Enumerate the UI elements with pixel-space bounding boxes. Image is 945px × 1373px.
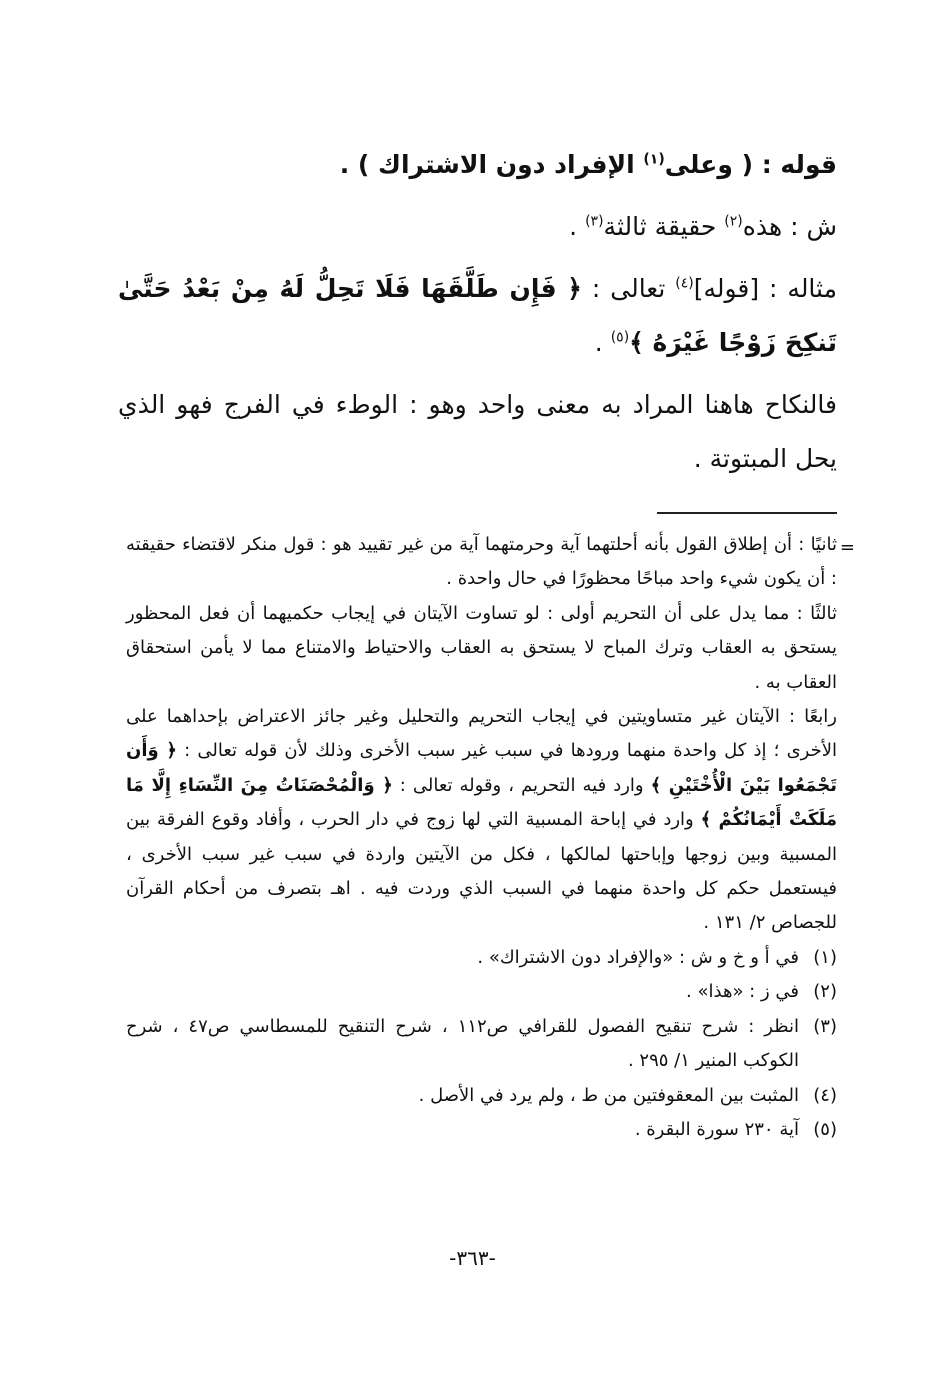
quote-tail: الإفراد دون الاشتراك ) . [339, 150, 644, 179]
footnote-5 [126, 1113, 837, 1147]
footnote-2 [126, 975, 837, 1009]
footnote-ref-1: (١) [643, 151, 665, 168]
footnote-text: في أ و خ و ش : «والإفراد دون الاشتراك» . [477, 946, 799, 968]
footnote-text: في ز : «هذا» . [686, 981, 799, 1003]
main-text [118, 138, 837, 494]
footnotes-area [126, 528, 837, 1147]
footnote-divider [657, 512, 837, 514]
paragraph-commentary [118, 200, 837, 254]
footnote-text: آية ٢٣٠ سورة البقرة . [634, 1118, 799, 1140]
commentary-c: . [569, 212, 586, 241]
note-verse-1: ﴿ وَأَن تَجْمَعُوا بَيْنَ الْأُخْتَيْنِ ﴾ [126, 740, 837, 796]
example-c: . [594, 328, 611, 357]
note-verse-2: ﴿ وَالْمُحْصَنَاتُ مِنَ النِّسَاءِ إِلَّا مَا مَلَكَتْ أَيْمَانُكُمْ ﴾ [126, 774, 837, 831]
paragraph-explanation: فالنكاح هاهنا المراد به معنى واحد وهو : الوطء في الفرج فهو الذي يحل المبتوتة . [118, 390, 837, 473]
note-fourth-b: وارد فيه التحريم ، وقوله تعالى : [392, 774, 651, 796]
continuation-marker: = [839, 537, 855, 558]
footnote-number: (٤) [813, 1084, 837, 1106]
note-fourth-c: وارد في إباحة المسبية التي لها زوج في دار الحرب ، وأفاد وقوع الفرقة بين المسبية وبين زوجها وإباحتها لمالكها ، فكل من الآيتين واردة في سبب غير سبب الأخرى ، فيستعمل حكم كل واحدة منهما في السبب الذي وردت فيه . اهـ بتصرف من أحكام القرآن للجصاص ٢/ ١٣١ . [126, 809, 837, 934]
footnote-3 [126, 1010, 837, 1079]
note-fourth [126, 700, 837, 941]
footnote-number: (٢) [813, 981, 837, 1003]
note-second: ثانيًا : أن إطلاق القول بأنه أحلتهما آية وحرمتهما آية من غير تقييد هو : قول منكر لاقتضاء حقيقته : أن يكون شيء واحد مباحًا محظورًا في حال واحدة . [126, 534, 837, 590]
footnote-number: (٣) [813, 1015, 837, 1037]
footnote-text: انظر : شرح تنقيح الفصول للقرافي ص١١٢ ، شرح التنقيح للمسطاسي ص٤٧ ، شرح الكوكب المنير ١/ ٢٩٥ . [126, 1015, 800, 1072]
footnote-number: (٥) [813, 1118, 837, 1140]
commentary-b: حقيقة ثالثة [603, 212, 725, 241]
note-fourth-a: رابعًا : الآيتان غير متساويتين في إيجاب التحريم والتحليل وغير جائز الاعتراض بإحداهما على الأخرى ؛ إذ كل واحدة منهما ورودها في سبب غير سبب الأخرى وذلك لأن قوله تعالى : [126, 706, 837, 762]
example-a: مثاله : [قوله] [693, 274, 837, 303]
quote-lead: قوله : ( وعلى [664, 150, 837, 179]
page-number: -٣٦٣- [449, 1246, 496, 1270]
quran-verse: ﴿ فَإِن طَلَّقَهَا فَلَا تَحِلُّ لَهُ مِنْ بَعْدُ حَتَّىٰ تَنكِحَ زَوْجًا غَيْرَهُ ﴾ [118, 274, 837, 357]
commentary-a: ش : هذه [742, 212, 837, 241]
footnote-ref-4: (٤) [675, 275, 694, 292]
footnote-ref-5: (٥) [610, 329, 630, 346]
footnote-1 [126, 941, 837, 975]
footnote-4 [126, 1079, 837, 1113]
paragraph-example [118, 262, 837, 370]
footnote-ref-3: (٣) [585, 213, 604, 230]
example-b: تعالى : [581, 274, 676, 303]
footnote-text: المثبت بين المعقوفتين من ط ، ولم يرد في الأصل . [418, 1084, 799, 1106]
footnote-ref-2: (٢) [724, 213, 743, 230]
note-third: ثالثًا : مما يدل على أن التحريم أولى : لو تساوت الآيتان في إيجاب حكميهما أن فعل المحظور يستحق به العقاب وترك المباح لا يستحق به العقاب والاحتياط والامتناع مما لا يأمن استحقاق العقاب به . [126, 602, 837, 693]
paragraph-quote [118, 138, 837, 192]
footnote-number: (١) [813, 946, 837, 968]
